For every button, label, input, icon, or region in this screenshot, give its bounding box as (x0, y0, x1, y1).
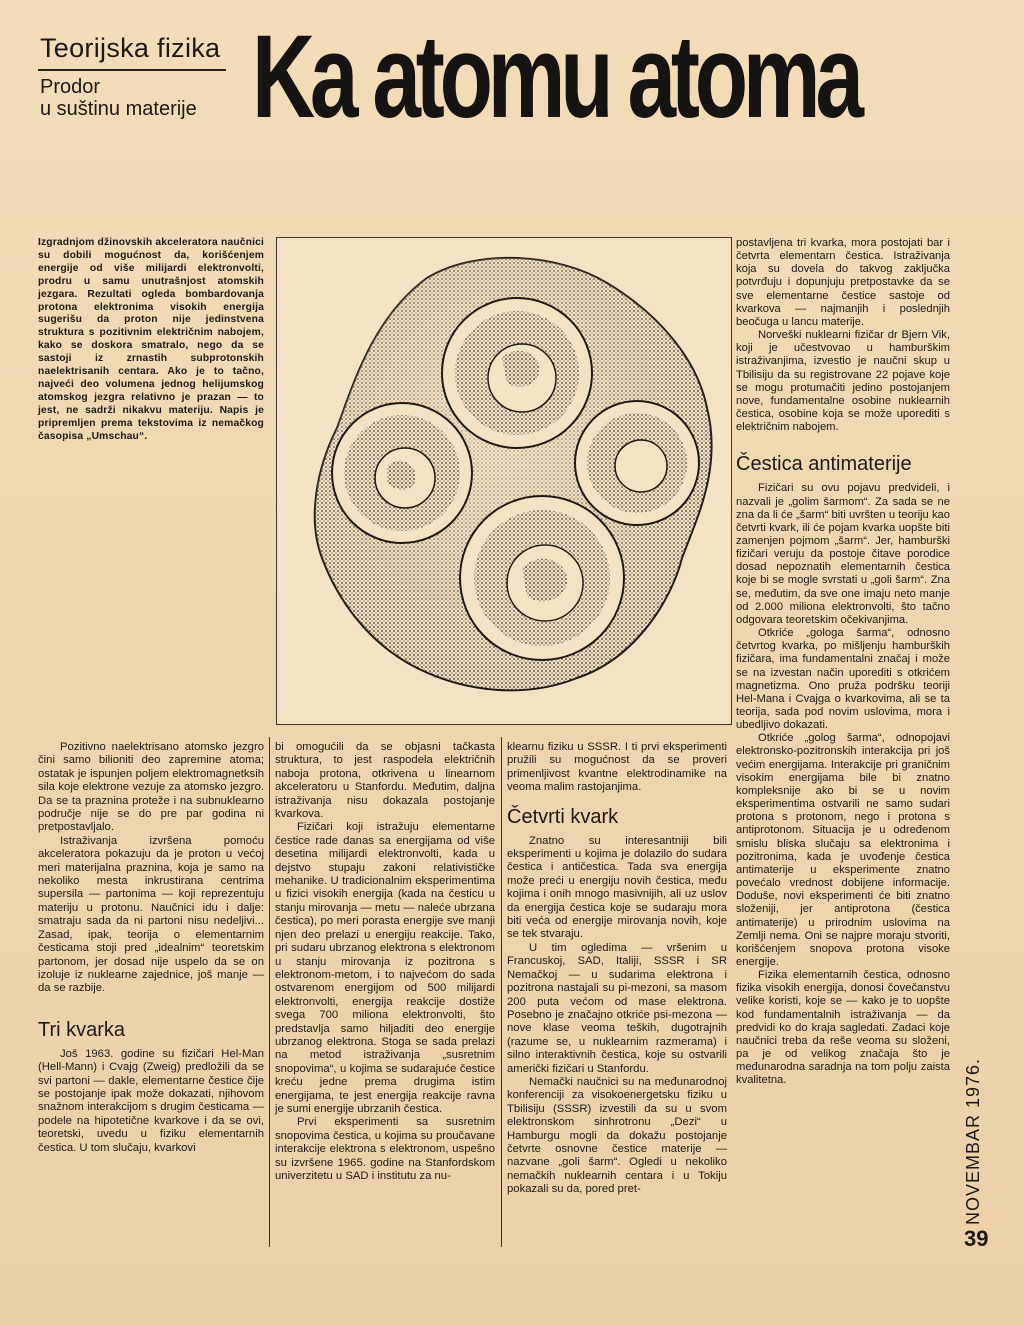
col4-paragraph-6: Fizika elementarnih čestica, odnosno fizika visokih energija, donosi čovečanstvu velike koristi, koje se — kako je to uopšte kod fundamentalnih istraživanja — da predvidi ko do kraja sagledati. Zadaci koje naučnici treba da reše veoma su složeni, pa je od velikog značaja što je međunarodna saradnja na tom polju zaista kvalitetna. (736, 969, 950, 1087)
col4-paragraph-3: Fizičari su ovu pojavu predvideli, i nazvali je „golim šarmom“. Za sada se ne zna da li će „šarm“ biti uvršten u teoriju kao četvrti kvark, ili će pojam kvarka uopšte biti zamenjen pojmom „šarm“. Jer, hamburški fizičari veruju da postoje čitave porodice dosad nepoznatih elementarnih čestica koje bi se mogle svrstati u „goli šarm“. Zna se, međutim, da sve one imaju neto manje od 2.000 miliona elektronvolti, što tačno odgovara teoretskim očekivanjima. (736, 482, 950, 626)
column-rule-1 (269, 737, 270, 1247)
kicker-line-1: Prodor (40, 76, 101, 98)
col3-paragraph-3: U tim ogledima — vršenim u Francuskoj, SAD, Italiji, SSSR i SR Nemačkoj — u sudarima elektrona i pozitrona nastajali su pi-mezoni, sa masom 200 puta većom od mase elektrona. Posebno je značajno otkriće psi-mezona — nove klase veoma teških, dugotrajnih (razume se, u nuklearnim razmerama) i silno interaktivnih čestica, koje su ostvarili američki fizičari u Stanfordu. (507, 941, 727, 1075)
col4-paragraph-4: Otkriće „gologa šarma“, odnosno četvrtog kvarka, po mišljenju hamburških fizičara, ima fundamentalni značaj i može se na izvestan način uporediti s otkrićem magnetizma. Ono pruža podršku teoriji Hel-Mana i Cvajga o kvarkovima, ali se ta teorija, sada pod novim uslovima, mora i ubedljivo dokazati. (736, 627, 950, 732)
col3-paragraph-2: Znatno su interesantniji bili eksperimenti u kojima je dolazilo do sudara čestica i antičestica. Tada sva energija može preći u energiju novih čestica, među kojima i onih mnogo masivnijih, ali uz uslov da energija čestica koje se sudaraju mora biti veća od energije mirovanja novih, koje se tek stvaraju. (507, 834, 727, 941)
quark-sculpture-illustration (277, 238, 730, 723)
sculpture-hole-right (575, 401, 699, 525)
column-rule-3 (729, 237, 730, 1247)
column-1 (38, 741, 264, 1155)
col4-paragraph-2: Norveški nuklearni fizičar dr Bjern Vik, koji je učestvovao u hamburškim istraživanjima, izvestio je naučni skup u Tbilisiju da su registrovane 22 pojave koje se mogu protumačiti jedino postojanjem nove, fundamentalne osobine nuklearnih čestica, osobine koja se može uporediti s električnim nabojem. (736, 329, 950, 434)
lead-text: Izgradnjom džinovskih akceleratora naučnici su dobili mogućnost da, korišćenjem energije od više milijardi elektronvolti, prodru u samu unutrašnjost atomskih jezgara. Rezultati ogleda bombardovanja protona elektronima visokih energija sugerišu da proton nije jedinstvena struktura s pozitivnim električnim nabojem, kako se doskora smatralo, nego da se sastoji iz zrnastih subprotonskih naelektrisanih centara. Ako je to tačno, najveći deo volumena jednog helijumskog atomskog jezgra relativno je prazan — to jest, ne sadrži nikakvu materiju. Napis je pripremljen prema tekstovima iz nemačkog časopisa „Umschau“. (38, 237, 264, 442)
rubric: Teorijska fizika (40, 33, 221, 63)
column-3 (507, 741, 727, 1197)
col2-paragraph-3: Prvi eksperimenti sa susretnim snopovima čestica, u kojima su proučavane interakcije elektrona s elektronom, uspešno su izvršene 1965. godine na Stanfordskom univerzitetu u SAD i institutu za nu- (275, 1116, 495, 1182)
sculpture-hole-bottom (460, 496, 624, 660)
col1-paragraph-1: Pozitivno naelektrisano atomsko jezgro čini samo bilioniti deo zapremine atoma; ostatak je ispunjen poljem elektromagnetksih sila koje elektrone vezuje za atomsko jezgro. Da se ta praznina proteže i na subnuklearno područje nije se do pre par godina ni pretpostavljalo. (38, 741, 264, 834)
lead-paragraph (38, 237, 264, 444)
page-title-text: Ka atomu atoma (252, 11, 859, 143)
subhead-cetvrti-kvark: Četvrti kvark (507, 805, 619, 828)
page-title (252, 12, 882, 142)
col2-paragraph-2: Fizičari koji istražuju elementarne čestice rade danas sa energijama od više desetina milijardi elektronvolti, kada u dejstvo stupaju zakoni relativističke mehanike. U tradicionalnim eksperimentima u fizici visokih energija (kada na česticu u stanju mirovanja — metu — naleće ubrzana čestica), po meri porasta energije sve manji njen deo prelazi u energiju reakcije. Tako, pri sudaru ubrzanog elektrona s elektronom u stanju mirovanja iz pozitrona s elektronom-metom, i to najvećom do sada ostvarenom energijom od 500 milijardi elektronvolti, energija reakcije dostiže svega 700 miliona elektronvolti, što predstavlja samo hiljaditi deo energije ubrzanog elektrona. Stoga se sada prelazi na metod istraživanja „susretnim snopovima“, u kojima se sudarajuće čestice kreću jedne prema drugima istim energijama, te jest energija reakcije ravna je sumi energije ubrzanih čestica. (275, 821, 495, 1115)
col4-paragraph-5: Otkriće „golog šarma“, odnopojavi elektronsko-pozitronskih interakcija pri još većim energijama. Interakcije pri graničnim visokim energijama bile bi znatno kompleksnije ako bi se u novim eksperimentima ostvarili ne samo sudari protona s protonom, nego i protona s antiprotonom. Situacija je u određenom smislu bliska slučaju sa elektronima i pozitronima, kada je uvođenje čestica antimaterije u eksperimente znatno povećalo vrednost dobijene informacije. Dodušе, novi eksperimenti će biti znatno složeniji, jer antiprotona (čestica antimaterije) u prirodnim uslovima na Zemlji nema. Oni se najpre moraju stvoriti, korišćenjem snopova protona visoke energije. (736, 732, 950, 968)
page-number: 39 (964, 1226, 989, 1251)
col3-paragraph-1: klearnu fiziku u SSSR. I ti prvi eksperimenti pružili su mogućnost da se proveri primenljivost kvantne elektrodinamike na veoma malim rastojanjima. (507, 741, 727, 794)
header-rule (38, 69, 226, 71)
illustration-frame (276, 237, 732, 725)
col3-paragraph-4: Nemački naučnici su na međunarodnoj konferenciji za visokoenergetsku fiziku u Tbilisiju (SSSR) izvestili da su u svom elektronskom sinhrotronu „Dezi“ u Hamburgu mogli da dokažu postojanje četvrte osnovne čestice materije — nazvane „goli šarm“. Ogledi u nekoliko nemačkih nuklearnih centara i u Tokiju pokazali su da, pored pret- (507, 1075, 727, 1196)
issue-date: NOVEMBAR 1976. (963, 1057, 983, 1225)
col1-paragraph-3: Još 1963. godine su fizičari Hel-Man (Hell-Mann) i Cvajg (Zweig) predložili da se svi partoni — dakle, elementarne čestice čije se postojanje ipak može dokazati, njihovom snažnom interakcijom s drugim česticama — podele na hipotetične kvarkove i da se ovi, teoretski, uvedu u fiziku elementarnih čestica. U tom slučaju, kvarkovi (38, 1047, 264, 1154)
col2-paragraph-1: bi omogućili da se objasni tačkasta struktura, to jest raspodela električnih naboja protona, otkrivena u linearnom akceleratoru u Stanfordu. Međutim, daljna istraživanja nisu dokazala postojanje kvarkova. (275, 741, 495, 821)
col1-paragraph-2: Istraživanja izvršena pomoću akceleratora pokazuju da je proton u većoj meri materijalna praznina, koja je samo na nekoliko mesta inkrustirana centrima supersila — partonima — koji reprezentuju materiju u protonu. Naučnici idu i dalje: smatraju sada da ni partoni nisu nedeljivi... Zasad, ipak, teorija o elementarnim česticama stoji pred „idealnim“ teoretskim partonom, jer dosad nije uspelo da se on izoluje iz nuklearne zajednice, još manje — da se razbije. (38, 834, 264, 995)
column-rule-2 (501, 737, 502, 1247)
col4-paragraph-1: postavljena tri kvarka, mora postojati bar i četvrta elementarn čestica. Istraživanja koja su dovela do takvog zaključka potvrđuju i dopunjuju pretpostavke da se sve elementarne čestice sastoje od kvarkova — najmanjih i poslednjih beočuga u lancu materije. (736, 237, 950, 328)
sculpture-hole-left (332, 403, 472, 543)
subhead-tri-kvarka: Tri kvarka (38, 1018, 126, 1041)
kicker-line-2: u suštinu materije (40, 98, 197, 120)
column-2 (275, 741, 495, 1183)
column-4 (736, 237, 950, 1088)
subhead-cestica-antimaterije: Čestica antimaterije (736, 453, 912, 476)
sculpture-hole-top (442, 298, 592, 448)
